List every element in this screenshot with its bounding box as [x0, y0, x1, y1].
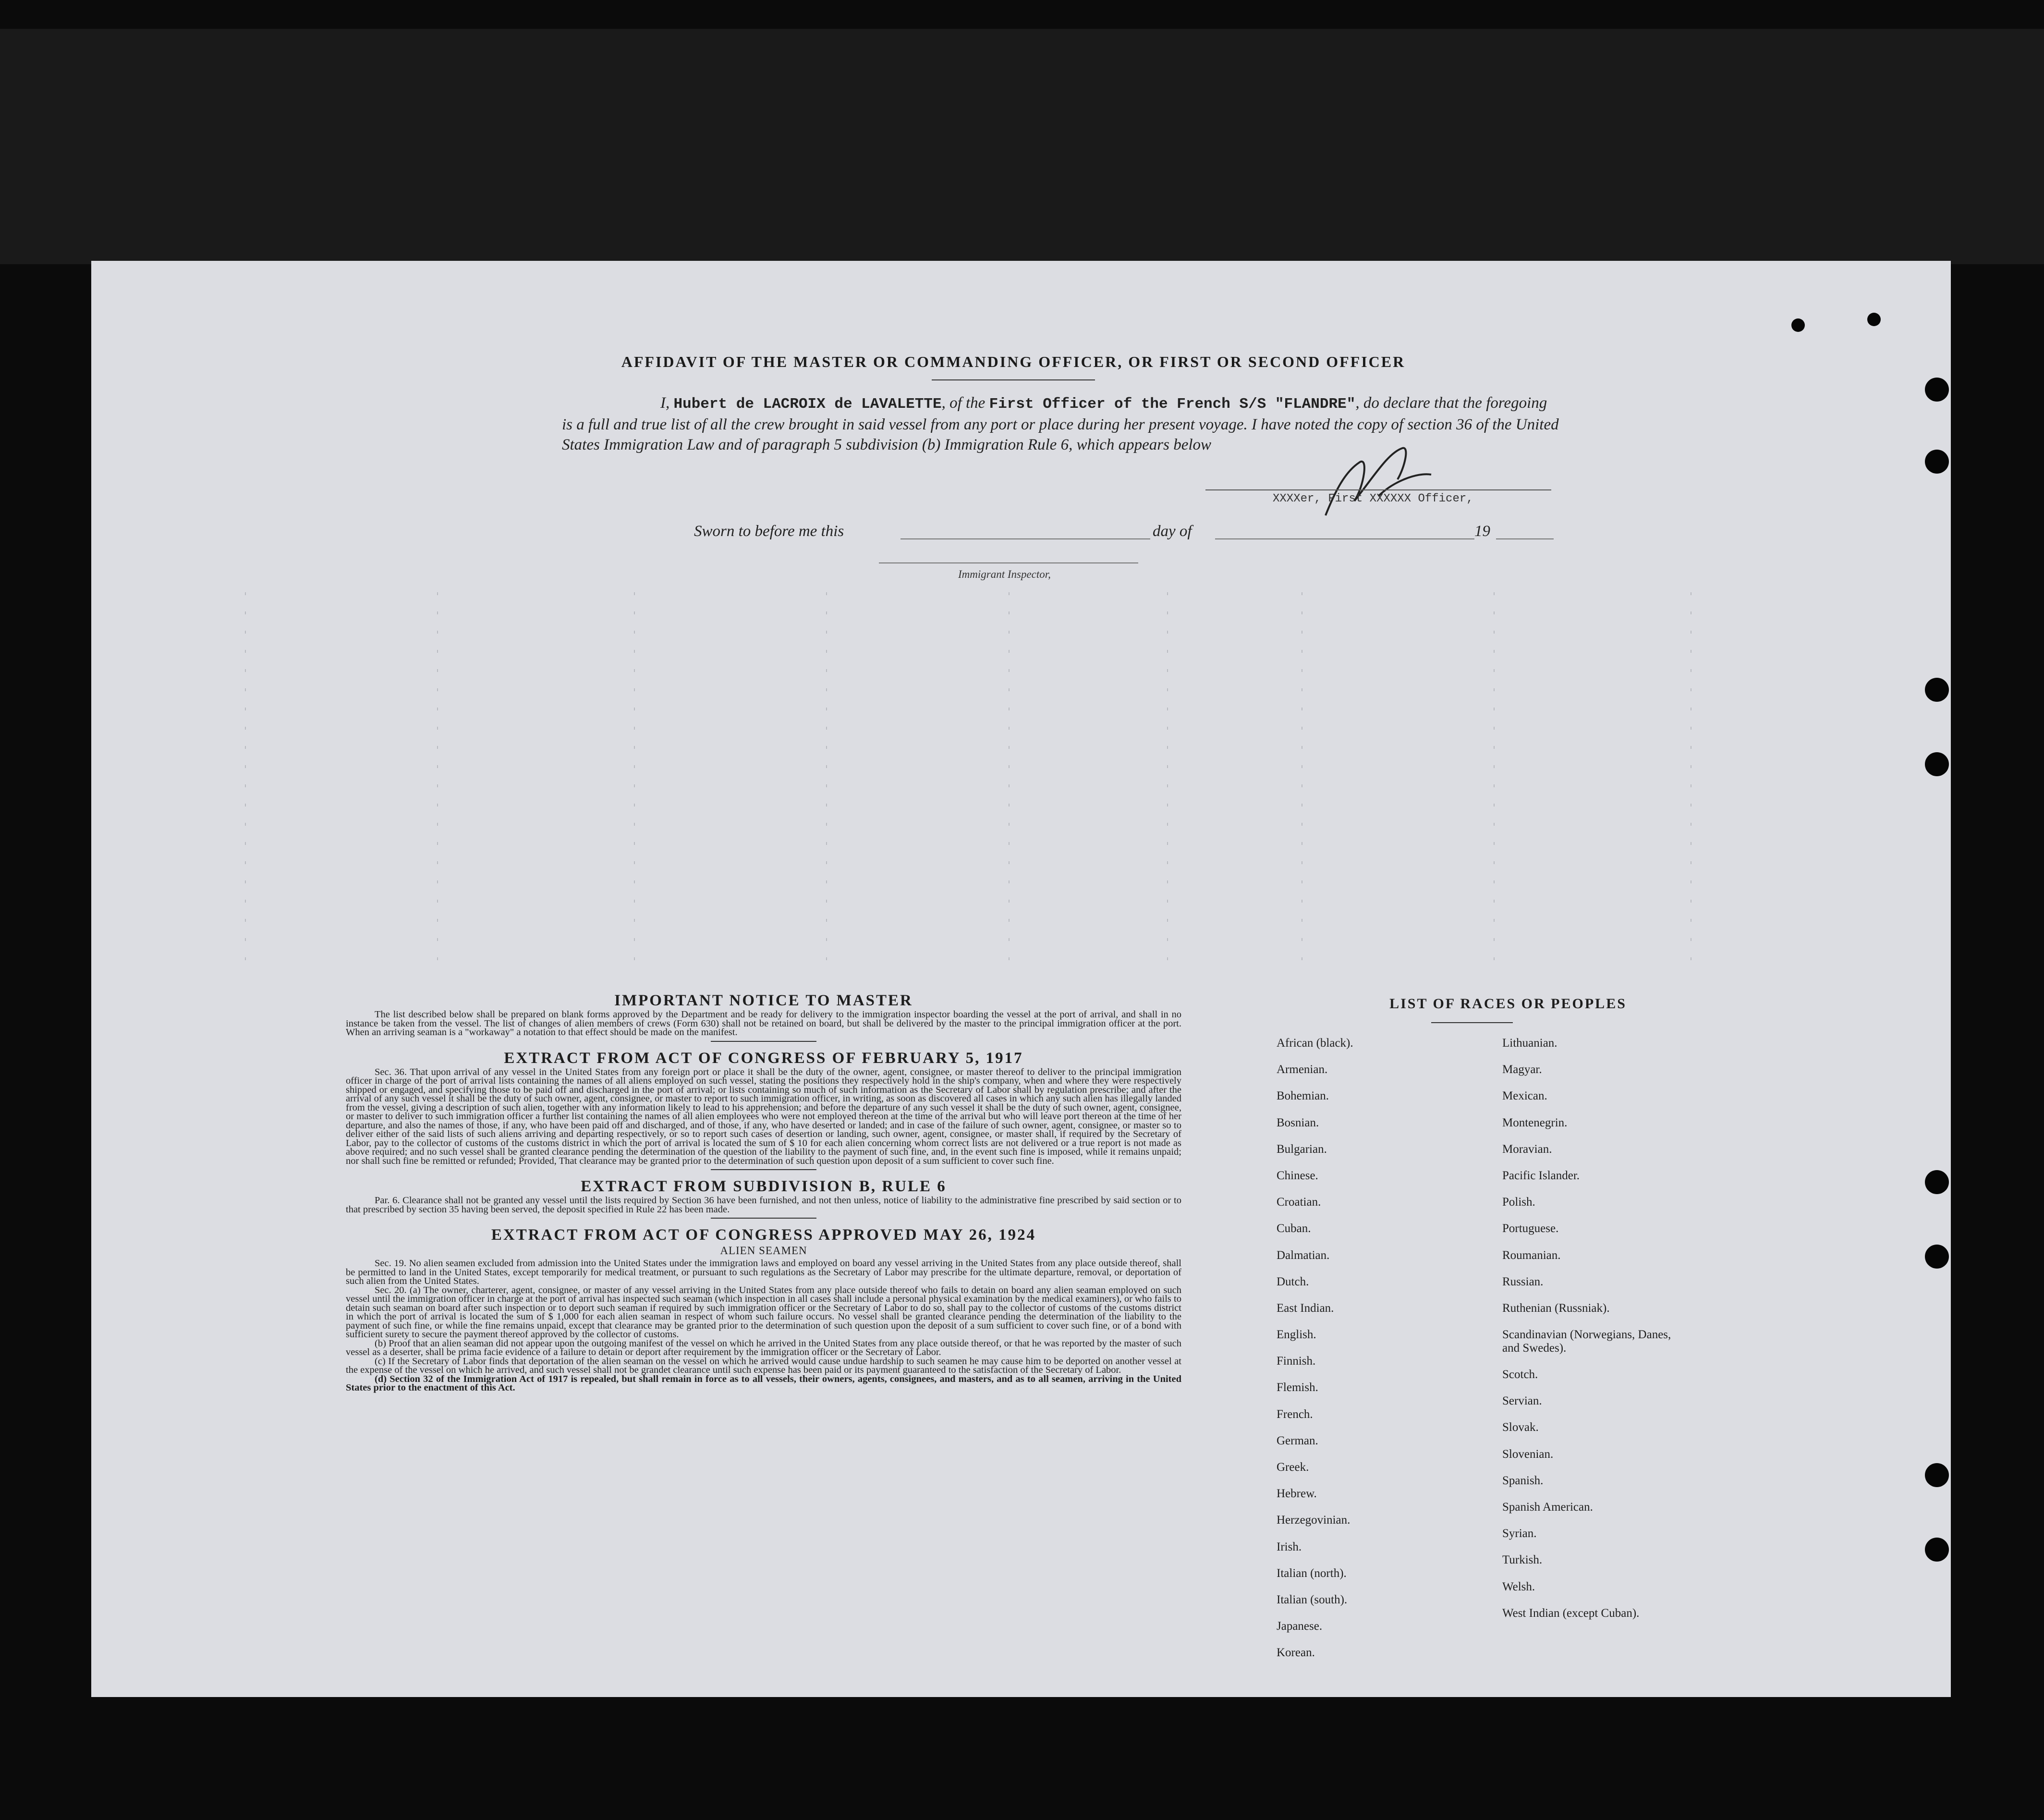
- race-item: Armenian.: [1277, 1063, 1328, 1076]
- sworn-month-line: [1215, 538, 1474, 539]
- race-item: Bulgarian.: [1277, 1142, 1327, 1156]
- race-item: Korean.: [1277, 1646, 1315, 1660]
- ghost-column: [1167, 592, 1168, 962]
- race-item: Moravian.: [1502, 1142, 1552, 1156]
- manifest-sheet: [91, 261, 1951, 1697]
- race-item: Finnish.: [1277, 1355, 1316, 1368]
- officer-position: First Officer of the French S/S "FLANDRE": [989, 396, 1356, 413]
- sec-20b-text: (b) Proof that an alien seaman did not appear upon the outgoing manifest of the vessel on which he arrived in the United States from any place outside thereof, or that he was reported by the master of such vessel as a deserter, shall be prima facie evidence of a failure to detain or deport after requirement by the immigration officer or the Secretary of Labor.: [346, 1338, 1181, 1357]
- of-the-text: , of the: [941, 394, 986, 412]
- race-item: Irish.: [1277, 1540, 1302, 1553]
- affidavit-title: AFFIDAVIT OF THE MASTER OR COMMANDING OFFICER, OR FIRST OR SECOND OFFICER: [621, 353, 1406, 370]
- race-item: Polish.: [1502, 1196, 1535, 1209]
- race-item: Spanish American.: [1502, 1501, 1593, 1514]
- sworn-year-line: [1496, 538, 1554, 539]
- race-item: Italian (north).: [1277, 1566, 1347, 1580]
- race-item: Slovenian.: [1502, 1447, 1554, 1461]
- race-item: Dutch.: [1277, 1275, 1309, 1288]
- punch-hole: [1925, 1170, 1949, 1194]
- race-item: Scotch.: [1502, 1368, 1538, 1381]
- ghost-column: [634, 592, 635, 962]
- race-item: Magyar.: [1502, 1063, 1542, 1076]
- race-item: Cuban.: [1277, 1222, 1311, 1235]
- punch-hole: [1925, 1538, 1949, 1562]
- race-item: German.: [1277, 1434, 1318, 1447]
- race-item: Chinese.: [1277, 1169, 1318, 1182]
- divider: [932, 379, 1095, 380]
- race-item: Ruthenian (Russniak).: [1502, 1301, 1610, 1315]
- scan-background: [0, 29, 2044, 264]
- sec-20c-text: (c) If the Secretary of Labor finds that deportation of the alien seaman on the vessel on which he arrived would cause undue hardship to such seamen he may cause him to be deported on another vessel at the expense of the vessel on which he arrived, and such vessel shall not be grandet clearance until such expense has been paid or its payment guaranteed to the satisfaction of the Secretary of Labor.: [346, 1356, 1181, 1375]
- signature-line: [1205, 489, 1551, 490]
- extract-1917-title: EXTRACT FROM ACT OF CONGRESS OF FEBRUARY 5, 1917: [504, 1049, 1023, 1067]
- extract-1917-body: Sec. 36. That upon arrival of any vessel in the United States from any foreign port or place it shall be the duty of the owner, agent, consignee, or master thereof to deliver to the principal immigration officer in charge of the port of arrival lists containing the names of all aliens employed on such vessel, stating the positions they respectively hold in the ship's company, when and where they were respectively shipped or engaged, and specifying those to be paid off and discharged in the port of arrival; or lists containing so much of such information as the Secretary of Labor shall by regulation prescribe; and after the arrival of any such vessel it shall be the duty of such owner, agent, consignee, or master to report to such immigration officer, in writing, as soon as discovered all cases in which any such alien has illegally landed from the vessel, giving a description of such alien, together with any information likely to lead to his apprehension; and before the departure of any such vessel it shall be the duty of such owner, agent, consignee, or master to deliver to such immigration officer a further list containing the names of all alien employees who were not employed thereon at the time of the arrival but who will leave port thereon at the time of her departure, and also the names of those, if any, who have been paid off and discharged, and of those, if any, who have deserted or landed; and in case of the failure of such owner, agent, consignee, or master so to deliver either of the said lists of such aliens arriving and departing respectively, or so to report such cases of desertion or landing, such owner, agent, consignee, or master shall, if required by the Secretary of Labor, pay to the collector of customs of the customs district in which the port of arrival is located the sum of $ 10 for each alien concerning whom correct lists are not delivered or a true report is not made as above required; and no such vessel shall be granted clearance pending the determination of the question of the liability to the payment of such fine, and, in the event such fine is imposed, while it remains unpaid; nor shall such fine be remitted or refunded; Provided, That clearance may be granted prior to the determination of such question upon deposit of a sum sufficient to cover such fine.: [346, 1066, 1181, 1166]
- extract-1924-subtitle: ALIEN SEAMEN: [720, 1245, 807, 1257]
- do-declare-text: , do declare: [1355, 394, 1430, 412]
- ink-dot: [1791, 318, 1805, 332]
- race-item: Turkish.: [1502, 1553, 1543, 1567]
- affidavit-body: that the foregoing is a full and true list of all the crew brought in said vessel from any port or place during her present voyage. I have noted the copy of section 36 of the United States Immigration Law and of paragraph 5 subdivision (b) Immigration Rule 6, which appears below: [562, 394, 1559, 453]
- ghost-column: [1494, 592, 1495, 962]
- divider: [1431, 1022, 1513, 1023]
- sworn-day-label: day of: [1153, 523, 1192, 540]
- affidavit-intro: I,: [660, 394, 670, 412]
- sec-20a-text: Sec. 20. (a) The owner, charterer, agent, consignee, or master of any vessel arriving in the United States from any place outside thereof who fails to detain on board any alien seaman employed on such vessel until the immigration officer in charge at the port of arrival has inspected such seaman (which inspection in all cases shall include a personal physical examination by the medical examiners), or who fails to detain such seaman on board after such inspection or to deport such seaman if required by such immigration officer or the Secretary of Labor to do so, shall pay to the collector of customs of the customs district in which the port of arrival is located the sum of $ 1,000 for each alien seaman in respect of whom such failure occurs. No vessel shall be granted clearance pending the determination of the liability to the payment of such fine, or while the fine remains unpaid, except that clearance may be granted prior to the determination of such question upon the deposit of a sum sufficient to cover such fine, or of a bond with sufficient surety to secure the payment thereof approved by the collector of customs.: [346, 1284, 1181, 1340]
- race-item: Greek.: [1277, 1461, 1309, 1474]
- punch-hole: [1925, 450, 1949, 474]
- sworn-date-line: [900, 538, 1150, 539]
- race-item: Bosnian.: [1277, 1116, 1319, 1129]
- race-item: Mexican.: [1502, 1089, 1547, 1103]
- race-item: Italian (south).: [1277, 1593, 1348, 1606]
- race-item: Pacific Islander.: [1502, 1169, 1580, 1182]
- race-item: Portuguese.: [1502, 1222, 1559, 1235]
- race-item: Scandinavian (Norwegians, Danes, and Swedes).: [1502, 1328, 1671, 1355]
- divider: [711, 1041, 816, 1042]
- race-item: Hebrew.: [1277, 1487, 1317, 1501]
- race-item: Japanese.: [1277, 1620, 1323, 1633]
- officer-name: Hubert de LACROIX de LAVALETTE: [673, 396, 942, 413]
- ghost-column: [826, 592, 827, 962]
- ghost-column: [245, 592, 246, 962]
- race-item: Bohemian.: [1277, 1089, 1329, 1103]
- punch-hole: [1925, 752, 1949, 776]
- sworn-year: 19: [1474, 523, 1490, 540]
- race-item: English.: [1277, 1328, 1316, 1342]
- races-left-column: [1277, 1037, 1353, 1673]
- race-item: Flemish.: [1277, 1381, 1318, 1394]
- notice-title: IMPORTANT NOTICE TO MASTER: [614, 992, 913, 1009]
- divider: [711, 1218, 816, 1219]
- races-right-column: [1502, 1037, 1675, 1647]
- notice-body: The list described below shall be prepared on blank forms approved by the Department and be ready for delivery to the immigration inspector boarding the vessel at the port of arrival, and shall in no instance be taken from the vessel. The list of changes of alien members of crews (Form 630) shall not be retained on board, but shall be delivered by the master to the principal immigration officer at the port. When an arriving seaman is a "workaway" a notation to that effect should be made on the manifest.: [346, 1009, 1181, 1038]
- punch-hole: [1925, 1463, 1949, 1487]
- sworn-prefix: Sworn to before me this: [694, 523, 844, 540]
- races-title: LIST OF RACES OR PEOPLES: [1389, 996, 1627, 1012]
- race-item: Slovak.: [1502, 1421, 1539, 1434]
- ink-dot: [1867, 313, 1881, 326]
- sec-19-text: Sec. 19. No alien seamen excluded from admission into the United States under the immigration laws and employed on board any vessel arriving in the United States from any place outside thereof, shall be permitted to land in the United States, except temporarily for medical treatment, or pursuant to such regulations as the Secretary of Labor may prescribe for the ultimate departure, removal, or deportation of such alien from the United States.: [346, 1258, 1181, 1286]
- race-item: French.: [1277, 1407, 1313, 1421]
- punch-hole: [1925, 1245, 1949, 1269]
- divider: [711, 1169, 816, 1170]
- subdivision-title: EXTRACT FROM SUBDIVISION B, RULE 6: [581, 1178, 947, 1195]
- punch-hole: [1925, 378, 1949, 402]
- race-item: African (black).: [1277, 1037, 1353, 1050]
- race-item: Montenegrin.: [1502, 1116, 1568, 1129]
- race-item: Russian.: [1502, 1275, 1544, 1288]
- race-item: Welsh.: [1502, 1580, 1535, 1593]
- inspector-label: Immigrant Inspector,: [958, 568, 1051, 580]
- legal-notices: [346, 991, 1181, 1392]
- inspector-signature-line: [879, 562, 1138, 563]
- ghost-column: [437, 592, 438, 962]
- punch-hole: [1925, 678, 1949, 702]
- race-item: Servian.: [1502, 1394, 1542, 1408]
- sec-20d-text: (d) Section 32 of the Immigration Act of 1917 is repealed, but shall remain in force as to all vessels, their owners, agents, consignees, and masters, and as to all seamen, arriving in the United States prior to the enactment of this Act.: [346, 1373, 1181, 1393]
- handwritten-signature: [1306, 434, 1460, 520]
- signature-caption: XXXXer, First XXXXXX Officer,: [1273, 492, 1473, 505]
- race-item: Herzegovinian.: [1277, 1514, 1350, 1527]
- race-item: Dalmatian.: [1277, 1248, 1330, 1262]
- extract-1924-title: EXTRACT FROM ACT OF CONGRESS APPROVED MAY 26, 1924: [491, 1226, 1036, 1244]
- race-item: Syrian.: [1502, 1527, 1537, 1540]
- race-item: Spanish.: [1502, 1474, 1544, 1487]
- race-item: Croatian.: [1277, 1196, 1321, 1209]
- subdivision-body: Par. 6. Clearance shall not be granted any vessel until the lists required by Section 36 have been furnished, and not then unless, notice of liability to the administrative fine prescribed by said section or to that prescribed by section 35 having been served, the deposit specified in Rule 22 has been made.: [346, 1195, 1181, 1215]
- ghost-column: [1009, 592, 1010, 962]
- race-item: Roumanian.: [1502, 1248, 1561, 1262]
- race-item: East Indian.: [1277, 1301, 1334, 1315]
- race-item: West Indian (except Cuban).: [1502, 1606, 1640, 1620]
- race-item: Lithuanian.: [1502, 1037, 1557, 1050]
